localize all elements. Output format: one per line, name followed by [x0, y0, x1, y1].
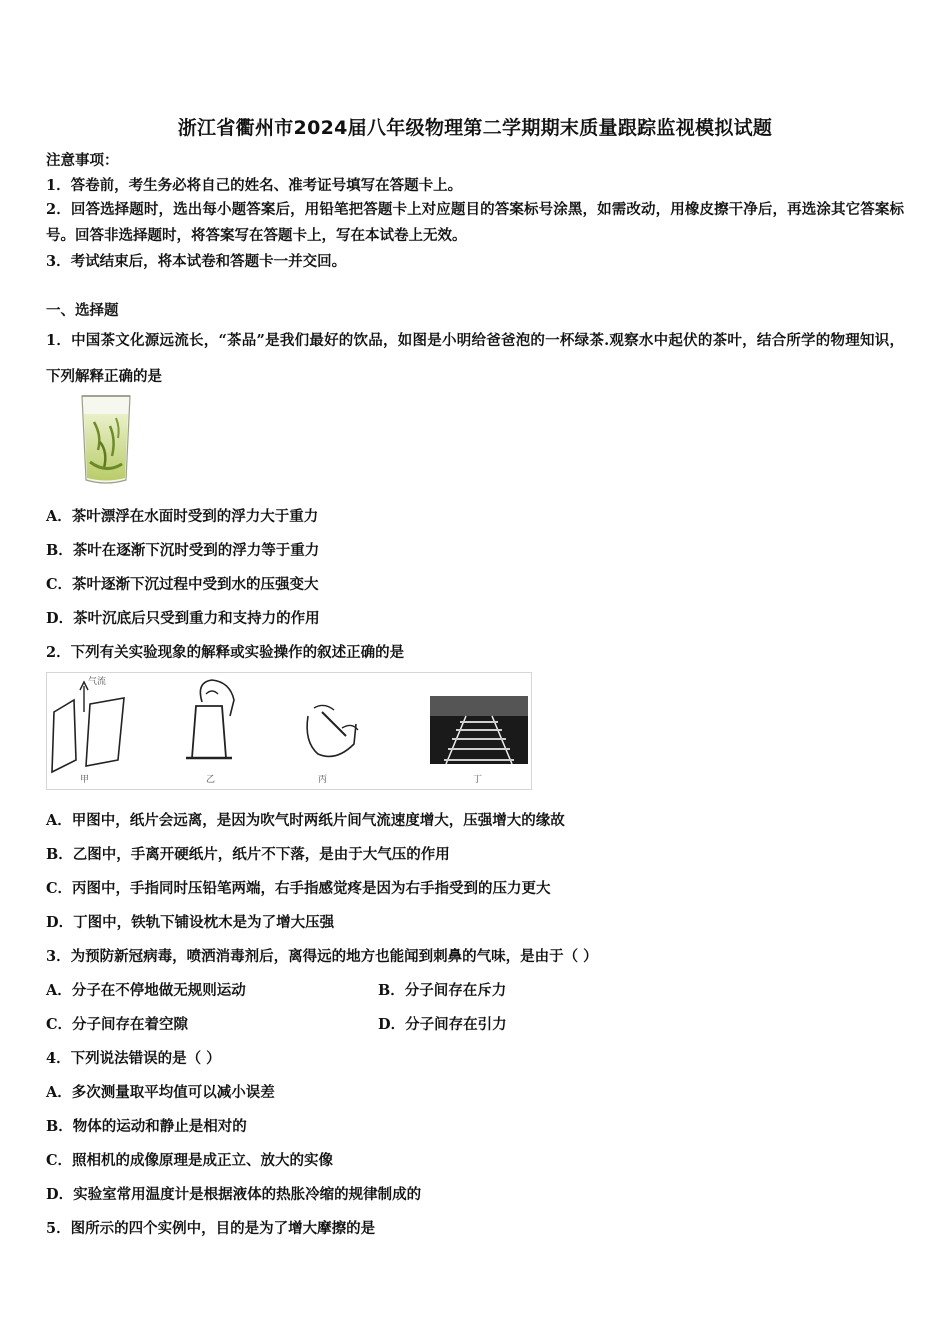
tea-glass-image — [76, 392, 136, 488]
question-stem: 2．下列有关实验现象的解释或实验操作的叙述正确的是 — [46, 644, 405, 661]
answer-option: A．多次测量取平均值可以减小误差 — [46, 1084, 275, 1101]
notice-item: 1．答卷前，考生务必将自己的姓名、准考证号填写在答题卡上。 — [46, 177, 463, 194]
notice-item: 2．回答选择题时，选出每小题答案后，用铅笔把答题卡上对应题目的答案标号涂黑，如需改动，用橡皮擦干净后，再选涂其它答案标号。回答非选择题时，将答案写在答题卡上，写在本试卷上无效。 — [46, 201, 904, 244]
answer-option: B．分子间存在斥力 — [378, 982, 507, 999]
answer-option: B．物体的运动和静止是相对的 — [46, 1118, 247, 1135]
answer-option: C．照相机的成像原理是成正立、放大的实像 — [46, 1152, 334, 1169]
answer-option: A．茶叶漂浮在水面时受到的浮力大于重力 — [46, 508, 319, 525]
answer-option: B．乙图中，手离开硬纸片，纸片不下落，是由于大气压的作用 — [46, 846, 450, 863]
answer-option: A．分子在不停地做无规则运动 — [46, 982, 246, 999]
question-stem: 5．图所示的四个实例中，目的是为了增大摩擦的是 — [46, 1220, 376, 1237]
answer-option: C．分子间存在着空隙 — [46, 1016, 189, 1033]
section-heading: 一、选择题 — [46, 302, 119, 319]
question-stem: 4．下列说法错误的是（ ） — [46, 1050, 221, 1067]
notice-heading: 注意事项： — [46, 152, 119, 169]
figure-label: 丁 — [473, 775, 483, 785]
experiment-figures-image — [46, 672, 532, 790]
page-title: 浙江省衢州市2024届八年级物理第二学期期末质量跟踪监视模拟试题 — [177, 117, 773, 139]
figure-label: 甲 — [80, 775, 90, 785]
answer-option: B．茶叶在逐渐下沉时受到的浮力等于重力 — [46, 542, 320, 559]
figure-label: 气流 — [88, 677, 107, 687]
answer-option: D．茶叶沉底后只受到重力和支持力的作用 — [46, 610, 320, 627]
answer-option: A．甲图中，纸片会远离，是因为吹气时两纸片间气流速度增大，压强增大的缘故 — [46, 812, 565, 829]
question-stem: 3．为预防新冠病毒，喷洒消毒剂后，离得远的地方也能闻到刺鼻的气味，是由于（ ） — [46, 948, 598, 965]
figure-label: 乙 — [206, 775, 216, 785]
answer-option: D．实验室常用温度计是根据液体的热胀冷缩的规律制成的 — [46, 1186, 422, 1203]
answer-option: C．丙图中，手指同时压铅笔两端，右手指感觉疼是因为右手指受到的压力更大 — [46, 880, 551, 897]
figure-label: 丙 — [318, 775, 328, 785]
answer-option: C．茶叶逐渐下沉过程中受到水的压强变大 — [46, 576, 319, 593]
question-stem: 1．中国茶文化源远流长，“茶品”是我们最好的饮品，如图是小明给爸爸泡的一杯绿茶.观察水中起伏的茶叶，结合所学的物理知识，下列解释正确的是 — [46, 332, 904, 385]
answer-option: D．分子间存在引力 — [378, 1016, 507, 1033]
answer-option: D．丁图中，铁轨下铺设枕木是为了增大压强 — [46, 914, 335, 931]
notice-item: 3．考试结束后，将本试卷和答题卡一并交回。 — [46, 253, 347, 270]
